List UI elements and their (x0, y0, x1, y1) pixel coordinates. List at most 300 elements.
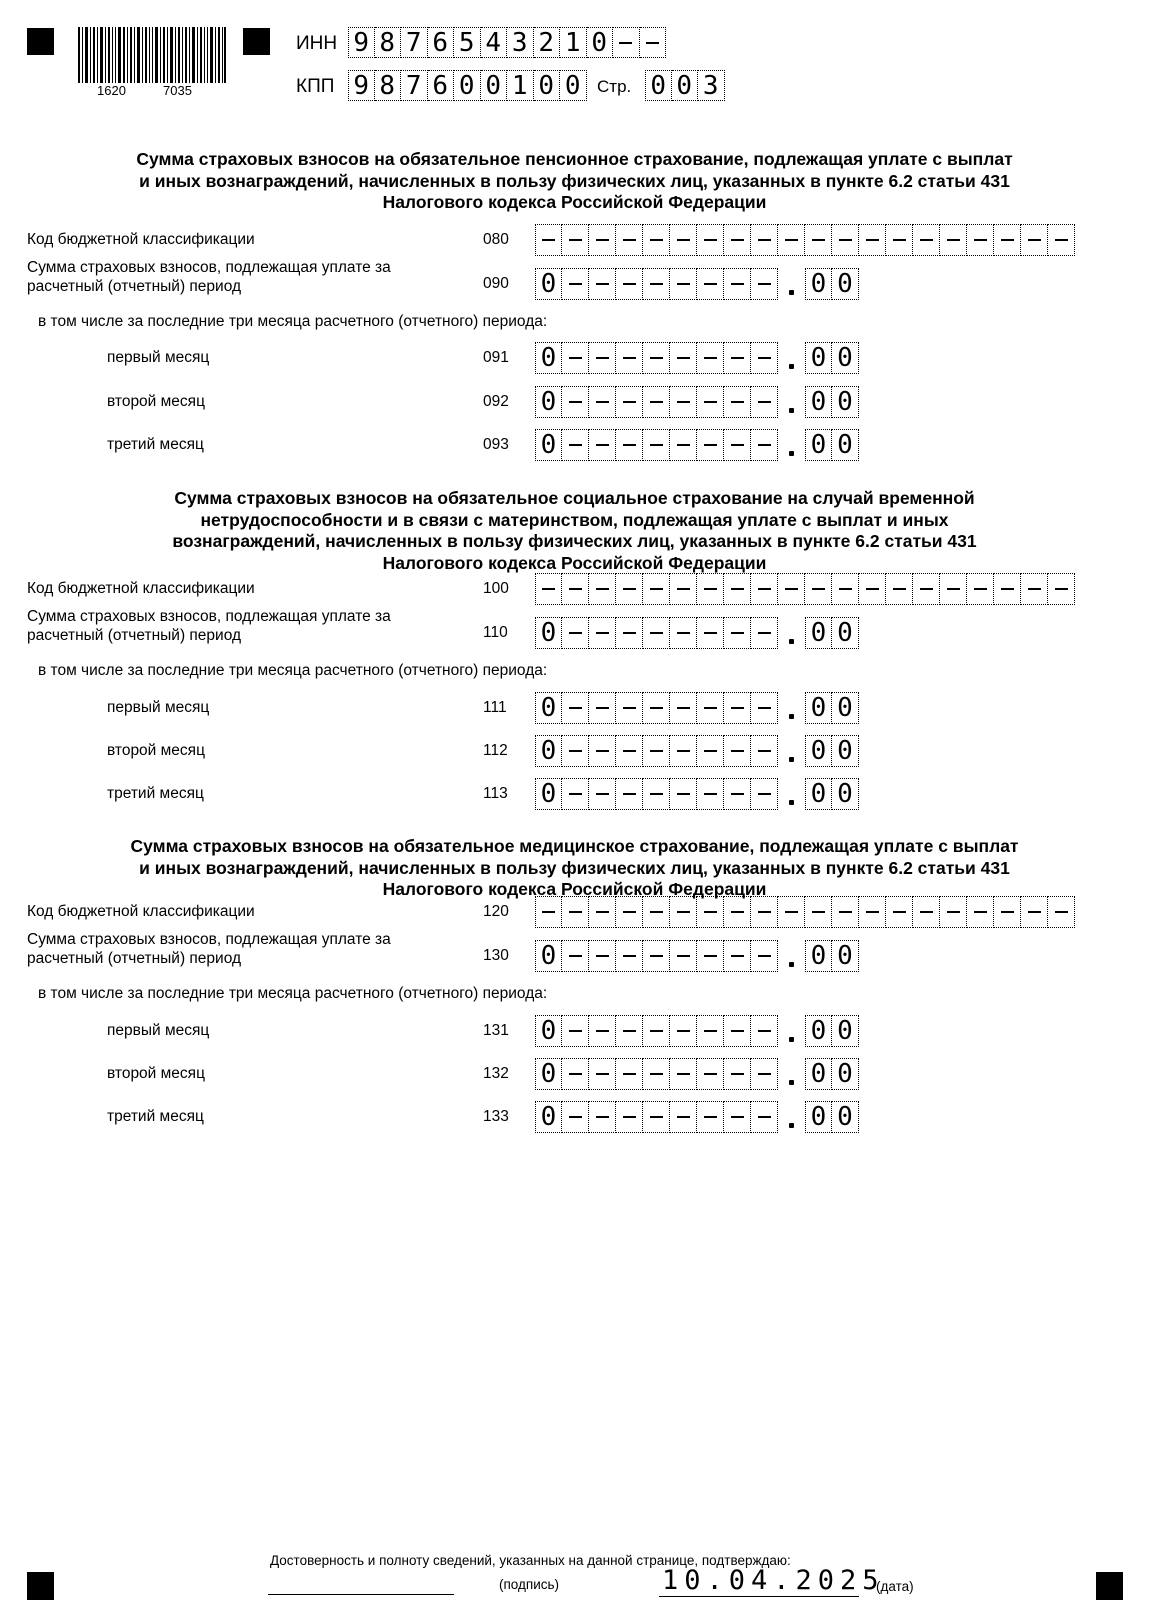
digit-cell[interactable] (724, 735, 751, 767)
amount-field[interactable] (535, 1101, 778, 1133)
digit-cell[interactable] (562, 1015, 589, 1047)
digit-cell[interactable]: 0 (805, 617, 832, 649)
month-label: второй месяц (107, 1065, 205, 1082)
digit-cell[interactable] (616, 1015, 643, 1047)
digit-cell[interactable]: 9 (348, 27, 375, 58)
digit-cell[interactable]: 0 (805, 1058, 832, 1090)
digit-cell[interactable] (535, 573, 562, 605)
digit-cell[interactable] (535, 224, 562, 256)
digit-cell[interactable] (562, 940, 589, 972)
digit-cell[interactable] (751, 1101, 778, 1133)
digit-cell[interactable] (643, 1101, 670, 1133)
digit-cell[interactable] (967, 896, 994, 928)
digit-cell[interactable] (751, 268, 778, 300)
digit-cell[interactable]: 0 (645, 70, 672, 101)
digit-cell[interactable] (1048, 224, 1075, 256)
digit-cell[interactable]: 0 (805, 778, 832, 810)
digit-cell[interactable] (643, 224, 670, 256)
dash-mark (596, 239, 609, 241)
digit-cell[interactable] (589, 386, 616, 418)
digit-cell[interactable] (751, 342, 778, 374)
digit-cell[interactable]: 0 (805, 735, 832, 767)
dash-mark (731, 1073, 744, 1075)
amount-field[interactable] (535, 692, 778, 724)
digit-cell[interactable] (724, 573, 751, 605)
digit-cell[interactable] (697, 778, 724, 810)
dash-mark (758, 911, 771, 913)
digit-cell[interactable]: 0 (535, 386, 562, 418)
digit-cell[interactable]: 6 (428, 27, 455, 58)
digit-cell[interactable]: 0 (672, 70, 699, 101)
digit-cell[interactable]: 5 (454, 27, 481, 58)
digit-cell[interactable] (640, 27, 667, 58)
dash-mark (758, 632, 771, 634)
dash-mark (569, 239, 582, 241)
kbk-field[interactable] (535, 896, 1075, 928)
digit-cell[interactable] (613, 27, 640, 58)
digit-cell[interactable] (805, 573, 832, 605)
digit-cell[interactable] (886, 896, 913, 928)
digit-cell[interactable] (913, 896, 940, 928)
digit-cell[interactable] (1021, 573, 1048, 605)
digit-cell[interactable]: 0 (535, 342, 562, 374)
digit-cell[interactable]: 0 (832, 778, 859, 810)
digit-cell[interactable] (562, 268, 589, 300)
digit-cell[interactable] (670, 386, 697, 418)
dash-mark (650, 401, 663, 403)
digit-cell[interactable] (589, 692, 616, 724)
digit-cell[interactable] (751, 386, 778, 418)
kbk-field[interactable] (535, 573, 1075, 605)
line-code: 133 (483, 1108, 509, 1125)
digit-cell[interactable]: 0 (832, 735, 859, 767)
digit-cell[interactable]: 0 (535, 778, 562, 810)
digit-cell[interactable]: 0 (832, 1015, 859, 1047)
amount-field[interactable] (535, 617, 778, 649)
digit-cell[interactable] (643, 617, 670, 649)
amount-field[interactable] (535, 342, 778, 374)
digit-cell[interactable] (616, 692, 643, 724)
line-code: 093 (483, 436, 509, 453)
digit-cell[interactable] (643, 1015, 670, 1047)
digit-cell[interactable] (616, 896, 643, 928)
digit-cell[interactable] (589, 1015, 616, 1047)
digit-cell[interactable]: 0 (535, 1058, 562, 1090)
month-label: первый месяц (107, 349, 210, 366)
dash-mark (569, 632, 582, 634)
dash-mark (596, 911, 609, 913)
digit-cell[interactable] (859, 573, 886, 605)
amount-field[interactable] (535, 429, 778, 461)
digit-cell[interactable] (697, 268, 724, 300)
kopecks-field[interactable] (805, 617, 859, 649)
digit-cell[interactable] (616, 224, 643, 256)
digit-cell[interactable] (913, 224, 940, 256)
dash-mark (650, 707, 663, 709)
digit-cell[interactable] (562, 692, 589, 724)
section-title: и иных вознаграждений, начисленных в пользу физических лиц, указанных в пункте 6.2 статьи 431 (139, 857, 1010, 878)
digit-cell[interactable]: 0 (805, 386, 832, 418)
digit-cell[interactable] (805, 896, 832, 928)
dash-mark (893, 239, 906, 241)
decimal-point (789, 962, 794, 967)
section-title: Налогового кодекса Российской Федерации (382, 192, 767, 212)
digit-cell[interactable] (697, 1101, 724, 1133)
dash-mark (650, 1116, 663, 1118)
digit-cell[interactable] (751, 940, 778, 972)
amount-field[interactable] (535, 940, 778, 972)
digit-cell[interactable] (724, 342, 751, 374)
digit-cell[interactable] (886, 573, 913, 605)
digit-cell[interactable] (616, 617, 643, 649)
digit-cell[interactable] (643, 735, 670, 767)
digit-cell[interactable]: 0 (535, 268, 562, 300)
digit-cell[interactable] (643, 692, 670, 724)
digit-cell[interactable] (1021, 896, 1048, 928)
digit-cell[interactable] (562, 617, 589, 649)
line-code: 112 (483, 742, 508, 759)
digit-cell[interactable] (589, 268, 616, 300)
digit-cell[interactable] (697, 224, 724, 256)
digit-cell[interactable] (589, 573, 616, 605)
digit-cell[interactable] (562, 224, 589, 256)
digit-cell[interactable] (589, 1058, 616, 1090)
months-note: в том числе за последние три месяца расчетного (отчетного) периода: (38, 662, 548, 679)
kbk-label: Код бюджетной классификации (27, 903, 255, 920)
digit-cell[interactable] (562, 896, 589, 928)
digit-cell[interactable] (940, 573, 967, 605)
dash-mark (623, 444, 636, 446)
digit-cell[interactable] (562, 429, 589, 461)
digit-cell[interactable] (697, 896, 724, 928)
digit-cell[interactable]: 0 (535, 617, 562, 649)
digit-cell[interactable] (562, 1101, 589, 1133)
digit-cell[interactable]: 0 (805, 1101, 832, 1133)
corner-marker-top-left (27, 28, 54, 55)
digit-cell[interactable] (589, 940, 616, 972)
dash-mark (596, 750, 609, 752)
dash-mark (704, 632, 717, 634)
digit-cell[interactable]: 1 (560, 27, 587, 58)
dash-mark (1001, 588, 1014, 590)
dash-mark (623, 239, 636, 241)
digit-cell[interactable] (670, 778, 697, 810)
digit-cell[interactable] (751, 224, 778, 256)
digit-cell[interactable] (724, 1015, 751, 1047)
digit-cell[interactable]: 0 (805, 940, 832, 972)
digit-cell[interactable] (940, 224, 967, 256)
kopecks-field[interactable] (805, 429, 859, 461)
digit-cell[interactable] (940, 896, 967, 928)
digit-cell[interactable] (994, 896, 1021, 928)
digit-cell[interactable] (589, 1101, 616, 1133)
digit-cell[interactable] (562, 386, 589, 418)
digit-cell[interactable] (670, 617, 697, 649)
kopecks-field[interactable] (805, 1058, 859, 1090)
digit-cell[interactable] (589, 342, 616, 374)
digit-cell[interactable]: 0 (832, 268, 859, 300)
digit-cell[interactable] (535, 896, 562, 928)
amount-field[interactable] (535, 386, 778, 418)
dash-mark (704, 401, 717, 403)
digit-cell[interactable] (778, 573, 805, 605)
digit-cell[interactable] (832, 224, 859, 256)
digit-cell[interactable]: 7 (401, 70, 428, 101)
digit-cell[interactable] (643, 573, 670, 605)
digit-cell[interactable] (724, 940, 751, 972)
digit-cell[interactable] (697, 386, 724, 418)
digit-cell[interactable]: 6 (428, 70, 455, 101)
dash-mark (1028, 588, 1041, 590)
kopecks-field[interactable] (805, 735, 859, 767)
digit-cell[interactable] (616, 268, 643, 300)
digit-cell[interactable] (859, 896, 886, 928)
digit-cell[interactable] (886, 224, 913, 256)
digit-cell[interactable] (697, 429, 724, 461)
page-number-field[interactable] (645, 70, 725, 101)
digit-cell[interactable] (751, 692, 778, 724)
dash-mark (731, 444, 744, 446)
digit-cell[interactable] (670, 268, 697, 300)
digit-cell[interactable]: 0 (805, 342, 832, 374)
digit-cell[interactable] (697, 1015, 724, 1047)
digit-cell[interactable] (643, 896, 670, 928)
digit-cell[interactable] (670, 940, 697, 972)
kopecks-field[interactable] (805, 342, 859, 374)
date-value[interactable]: 10.04.2025 (662, 1565, 885, 1596)
kopecks-field[interactable] (805, 268, 859, 300)
digit-cell[interactable] (697, 342, 724, 374)
dash-mark (596, 793, 609, 795)
section-title: Налогового кодекса Российской Федерации (382, 552, 767, 573)
digit-cell[interactable] (778, 224, 805, 256)
digit-cell[interactable] (751, 1058, 778, 1090)
amount-field[interactable] (535, 778, 778, 810)
digit-cell[interactable] (643, 342, 670, 374)
kopecks-field[interactable] (805, 940, 859, 972)
digit-cell[interactable]: 0 (832, 1058, 859, 1090)
digit-cell[interactable]: 0 (587, 27, 614, 58)
months-note: в том числе за последние три месяца расчетного (отчетного) периода: (38, 313, 548, 330)
digit-cell[interactable] (1021, 224, 1048, 256)
corner-marker-bottom-left (27, 1572, 54, 1600)
digit-cell[interactable] (751, 429, 778, 461)
digit-cell[interactable]: 0 (805, 429, 832, 461)
digit-cell[interactable] (616, 573, 643, 605)
digit-cell[interactable] (589, 735, 616, 767)
digit-cell[interactable] (751, 617, 778, 649)
dash-mark (704, 1030, 717, 1032)
digit-cell[interactable] (967, 573, 994, 605)
digit-cell[interactable] (670, 342, 697, 374)
dash-mark (704, 588, 717, 590)
kopecks-field[interactable] (805, 1015, 859, 1047)
digit-cell[interactable] (724, 617, 751, 649)
digit-cell[interactable] (616, 735, 643, 767)
digit-cell[interactable] (670, 429, 697, 461)
digit-cell[interactable] (589, 617, 616, 649)
digit-cell[interactable]: 0 (535, 735, 562, 767)
dash-mark (596, 401, 609, 403)
digit-cell[interactable] (751, 735, 778, 767)
digit-cell[interactable] (724, 1058, 751, 1090)
kbk-field[interactable] (535, 224, 1075, 256)
dash-mark (920, 239, 933, 241)
digit-cell[interactable] (616, 429, 643, 461)
digit-cell[interactable] (697, 573, 724, 605)
digit-cell[interactable]: 3 (507, 27, 534, 58)
digit-cell[interactable]: 1 (507, 70, 534, 101)
digit-cell[interactable] (832, 573, 859, 605)
digit-cell[interactable] (859, 224, 886, 256)
barcode-image (78, 27, 226, 83)
digit-cell[interactable] (562, 573, 589, 605)
digit-cell[interactable] (589, 896, 616, 928)
digit-cell[interactable] (670, 896, 697, 928)
digit-cell[interactable] (724, 692, 751, 724)
digit-cell[interactable]: 8 (375, 27, 402, 58)
digit-cell[interactable]: 0 (481, 70, 508, 101)
decimal-point (789, 1037, 794, 1042)
digit-cell[interactable]: 0 (534, 70, 561, 101)
decimal-point (789, 290, 794, 295)
amount-field[interactable] (535, 1015, 778, 1047)
digit-cell[interactable] (670, 1101, 697, 1133)
digit-cell[interactable] (670, 735, 697, 767)
digit-cell[interactable] (643, 778, 670, 810)
kopecks-field[interactable] (805, 386, 859, 418)
digit-cell[interactable] (616, 1058, 643, 1090)
digit-cell[interactable]: 0 (454, 70, 481, 101)
digit-cell[interactable]: 0 (832, 692, 859, 724)
dash-mark (650, 357, 663, 359)
digit-cell[interactable]: 7 (401, 27, 428, 58)
dash-mark (569, 401, 582, 403)
decimal-point (789, 639, 794, 644)
digit-cell[interactable] (697, 617, 724, 649)
digit-cell[interactable]: 0 (535, 1015, 562, 1047)
digit-cell[interactable] (1048, 573, 1075, 605)
digit-cell[interactable] (697, 940, 724, 972)
digit-cell[interactable] (670, 1015, 697, 1047)
digit-cell[interactable] (562, 735, 589, 767)
digit-cell[interactable] (724, 429, 751, 461)
digit-cell[interactable] (643, 386, 670, 418)
digit-cell[interactable] (751, 1015, 778, 1047)
inn-field[interactable] (348, 27, 666, 58)
digit-cell[interactable]: 0 (832, 386, 859, 418)
section-title: Сумма страховых взносов на обязательное пенсионное страхование, подлежащая уплате с выплат (136, 149, 1013, 169)
digit-cell[interactable] (751, 778, 778, 810)
digit-cell[interactable]: 0 (805, 692, 832, 724)
digit-cell[interactable] (751, 573, 778, 605)
digit-cell[interactable] (670, 573, 697, 605)
kpp-field[interactable] (348, 70, 587, 101)
digit-cell[interactable] (697, 1058, 724, 1090)
digit-cell[interactable] (724, 778, 751, 810)
digit-cell[interactable]: 0 (832, 940, 859, 972)
dash-mark (677, 283, 690, 285)
digit-cell[interactable] (589, 429, 616, 461)
kopecks-field[interactable] (805, 1101, 859, 1133)
kopecks-field[interactable] (805, 692, 859, 724)
digit-cell[interactable]: 0 (832, 1101, 859, 1133)
digit-cell[interactable] (562, 1058, 589, 1090)
digit-cell[interactable]: 0 (560, 70, 587, 101)
digit-cell[interactable] (670, 224, 697, 256)
digit-cell[interactable] (724, 896, 751, 928)
digit-cell[interactable] (643, 429, 670, 461)
digit-cell[interactable]: 8 (375, 70, 402, 101)
digit-cell[interactable] (1048, 896, 1075, 928)
digit-cell[interactable] (616, 386, 643, 418)
digit-cell[interactable]: 0 (535, 692, 562, 724)
digit-cell[interactable] (994, 573, 1021, 605)
digit-cell[interactable]: 2 (534, 27, 561, 58)
digit-cell[interactable] (616, 1101, 643, 1133)
digit-cell[interactable] (562, 778, 589, 810)
digit-cell[interactable] (589, 224, 616, 256)
digit-cell[interactable]: 4 (481, 27, 508, 58)
digit-cell[interactable] (697, 692, 724, 724)
kopecks-field[interactable] (805, 778, 859, 810)
digit-cell[interactable]: 0 (832, 429, 859, 461)
digit-cell[interactable] (724, 1101, 751, 1133)
amount-field[interactable] (535, 268, 778, 300)
dash-mark (650, 444, 663, 446)
amount-field[interactable] (535, 1058, 778, 1090)
digit-cell[interactable] (832, 896, 859, 928)
dash-mark (731, 632, 744, 634)
digit-cell[interactable] (643, 940, 670, 972)
digit-cell[interactable]: 9 (348, 70, 375, 101)
digit-cell[interactable]: 0 (832, 617, 859, 649)
digit-cell[interactable] (562, 342, 589, 374)
digit-cell[interactable] (616, 940, 643, 972)
digit-cell[interactable] (994, 224, 1021, 256)
digit-cell[interactable] (697, 735, 724, 767)
digit-cell[interactable] (724, 224, 751, 256)
digit-cell[interactable] (670, 692, 697, 724)
digit-cell[interactable] (724, 386, 751, 418)
dash-mark (569, 444, 582, 446)
digit-cell[interactable]: 0 (535, 1101, 562, 1133)
digit-cell[interactable]: 3 (698, 70, 725, 101)
digit-cell[interactable] (778, 896, 805, 928)
digit-cell[interactable] (643, 1058, 670, 1090)
digit-cell[interactable]: 0 (805, 1015, 832, 1047)
amount-field[interactable] (535, 735, 778, 767)
digit-cell[interactable] (643, 268, 670, 300)
digit-cell[interactable]: 0 (805, 268, 832, 300)
dash-mark (758, 401, 771, 403)
digit-cell[interactable]: 0 (832, 342, 859, 374)
digit-cell[interactable] (805, 224, 832, 256)
digit-cell[interactable] (967, 224, 994, 256)
digit-cell[interactable] (616, 342, 643, 374)
month-label: третий месяц (107, 785, 204, 802)
line-code: 080 (483, 231, 509, 248)
digit-cell[interactable] (724, 268, 751, 300)
digit-cell[interactable]: 0 (535, 940, 562, 972)
dash-mark (704, 707, 717, 709)
digit-cell[interactable] (589, 778, 616, 810)
digit-cell[interactable] (751, 896, 778, 928)
digit-cell[interactable] (670, 1058, 697, 1090)
digit-cell[interactable] (616, 778, 643, 810)
digit-cell[interactable]: 0 (535, 429, 562, 461)
digit-cell[interactable] (913, 573, 940, 605)
